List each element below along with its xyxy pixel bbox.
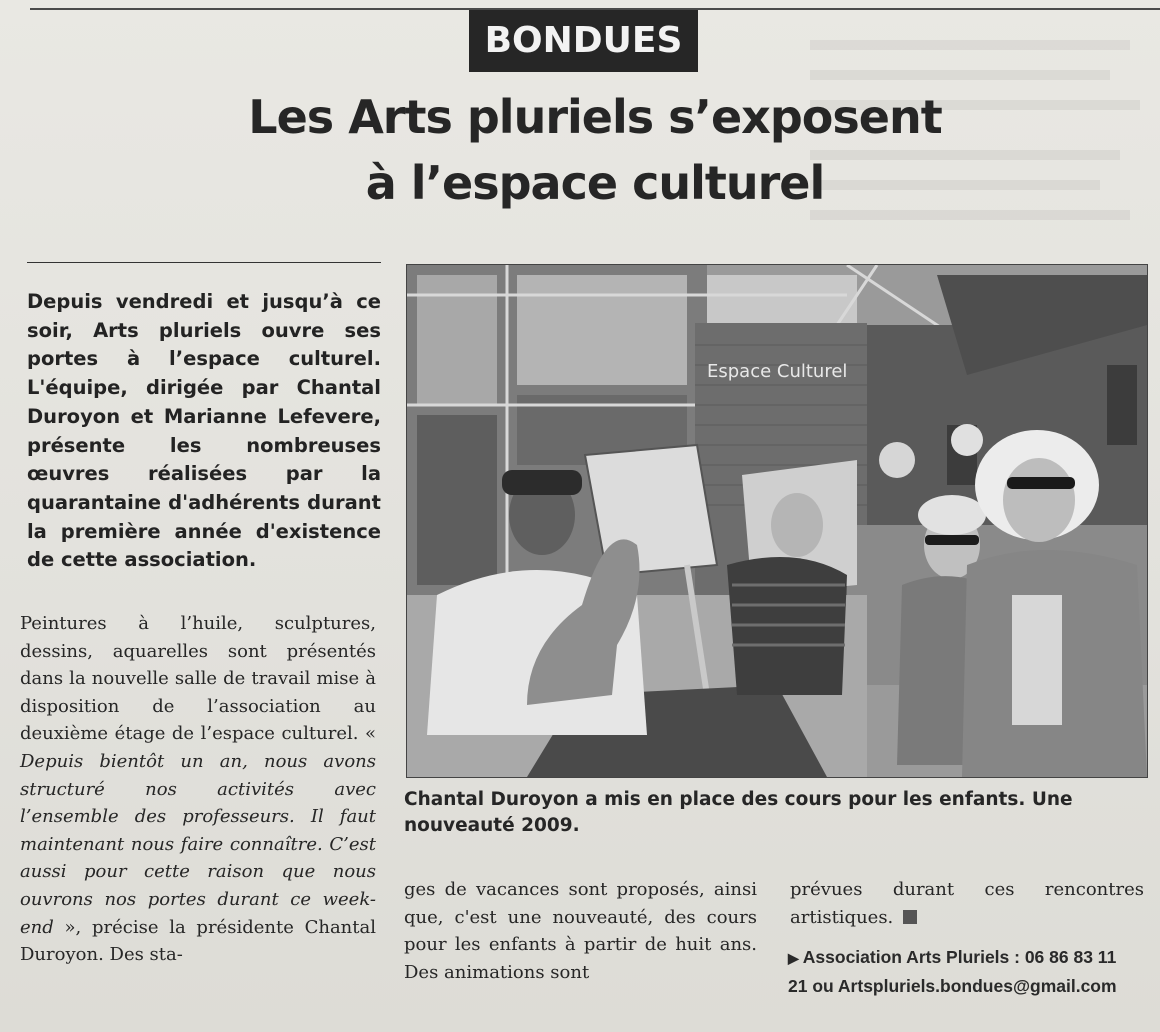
contact-line-1: Association Arts Pluriels : 06 86 83 11 xyxy=(802,947,1117,967)
body-column-3 xyxy=(790,876,1144,931)
building-sign: Espace Culturel xyxy=(707,361,848,382)
headline-line-1: Les Arts pluriels s’exposent xyxy=(248,90,942,144)
photo-caption: Chantal Duroyon a mis en place des cours pour les enfants. Une nouveauté 2009. xyxy=(404,789,1073,836)
article-lead: Depuis vendredi et jusqu’à ce soir, Arts pluriels ouvre ses portes à l’espace culturel. L'équipe, dirigée par Chantal Duroyon et Marianne Lefevere, présente les nombreuses œuvres réalisées par la quarantaine d'adhérents durant la première année d'existence de cette association. xyxy=(27,290,381,572)
president-quote: Depuis bientôt un an, nous avons structuré nos activités avec l’ensemble des professeurs. Il faut maintenant nous faire connaître. C’est aussi pour cette raison que nous ouvrons nos portes durant ce week-end xyxy=(20,750,376,938)
body-column-1 xyxy=(20,610,376,969)
body-text: Peintures à l’huile, sculptures, dessins, aquarelles sont présentés dans la nouvelle salle de travail mise à disposition de l’association au deuxième étage de l’espace culturel. « xyxy=(20,613,376,745)
body-text-end: prévues durant ces rencontres artistiques. xyxy=(790,879,1144,928)
section-tag: BONDUES xyxy=(469,10,698,72)
contact-info xyxy=(788,943,1148,1000)
triangle-arrow-icon: ▶ xyxy=(788,950,799,966)
article-end-mark xyxy=(903,910,917,924)
headline-line-2: à l’espace culturel xyxy=(365,156,825,210)
body-text-continued: », précise la présidente Chantal Duroyon. Des sta- xyxy=(20,916,376,966)
chapeau-rule xyxy=(27,262,381,263)
article-photo xyxy=(406,264,1148,778)
article-headline xyxy=(30,84,1160,216)
contact-line-2: 21 ou Artspluriels.bondues@gmail.com xyxy=(788,976,1117,996)
body-column-2: ges de vacances sont proposés, ainsi que, c'est une nouveauté, des cours pour les enfants à partir de huit ans. Des animations sont xyxy=(404,879,757,983)
photo-illustration xyxy=(407,265,1147,777)
